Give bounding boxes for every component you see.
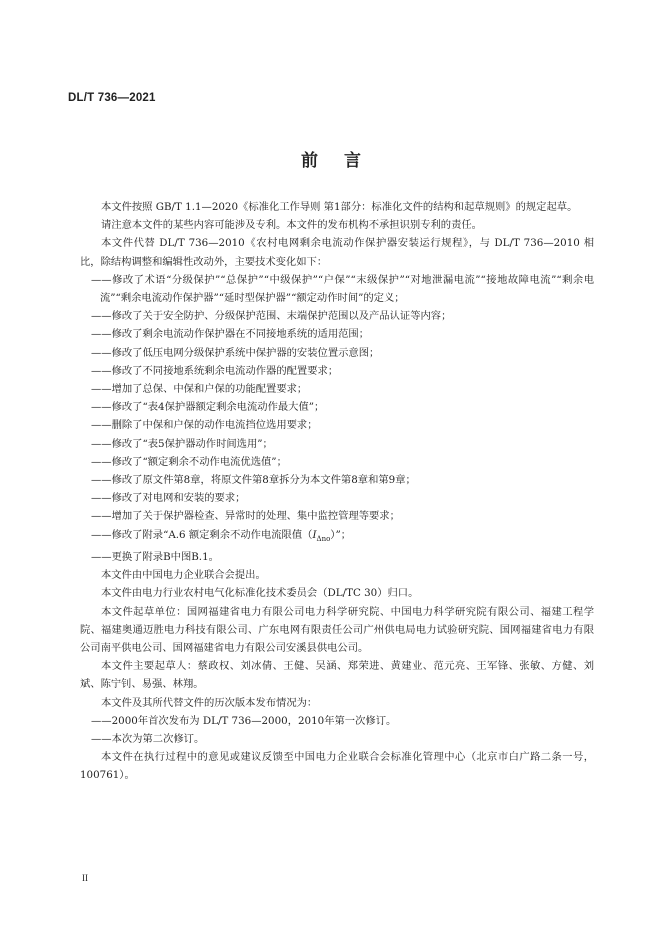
paragraph-replacement: 本文件代替 DL/T 736—2010《农村电网剩余电流动作保护器安装运行规程》，与 DL/T 736—2010 相比，除结构调整和编辑性改动外，主要技术变化如下：	[80, 237, 594, 268]
changes-list	[80, 271, 594, 566]
list-item-a6	[80, 526, 594, 548]
paragraph-drafters: 本文件主要起草人：蔡政权、刘冰倩、王健、吴涵、郑荣进、黄建业、范元亮、王军锋、张敏、方健、刘斌、陈宁钊、易强、林翔。	[80, 660, 594, 691]
list-item: ——增加了总保、中保和户保的功能配置要求；	[91, 383, 308, 396]
history-list	[80, 712, 594, 748]
paragraph-history-intro: 本文件及其所代替文件的历次版本发布情况为：	[101, 696, 318, 709]
list-item: ——修改了原文件第8章，将原文件第8章拆分为本文件第8章和第9章；	[91, 474, 416, 487]
list-item: ——2000年首次发布为 DL/T 736—2000，2010年第一次修订。	[91, 714, 397, 727]
list-item: ——删除了中保和户保的动作电流挡位选用要求；	[91, 419, 318, 432]
a6-suffix: ）”；	[330, 528, 352, 541]
paragraph-feedback: 本文件在执行过程中的意见或建议反馈至中国电力企业联合会标准化管理中心（北京市白广路二条一号，100761）。	[80, 751, 594, 782]
list-item: ——修改了对电网和安装的要求；	[91, 492, 246, 505]
document-id: DL/T 736—2021	[68, 92, 156, 104]
list-item: ——修改了“表4保护器额定剩余电流动作最大值”；	[91, 401, 325, 414]
list-item: ——修改了“额定剩余不动作电流优选值”；	[91, 455, 287, 468]
list-item: ——修改了剩余电流动作保护器在不同接地系统的适用范围；	[91, 328, 370, 341]
document-body	[80, 198, 594, 785]
paragraph-committee: 本文件由电力行业农村电气化标准化技术委员会（DL/TC 30）归口。	[101, 587, 419, 600]
list-item: ——本次为第二次修订。	[91, 732, 205, 745]
a6-symbol: I	[312, 528, 317, 541]
page-title: 前言	[301, 151, 387, 171]
list-item: ——修改了“表5保护器动作时间选用”；	[91, 437, 273, 450]
a6-subscript: Δno	[316, 534, 331, 543]
list-item: ——修改了关于安全防护、分级保护范围、末端保护范围以及产品认证等内容；	[91, 310, 452, 323]
list-item: ——修改了低压电网分级保护系统中保护器的安装位置示意图；	[91, 346, 380, 359]
paragraph-drafting-rules: 本文件按照 GB/T 1.1—2020《标准化工作导则 第1部分：标准化文件的结构和起草规则》的规定起草。	[101, 201, 578, 213]
list-item: ——修改了术语“分级保护”“总保护”“中级保护”“户保”“末级保护”“对地泄漏电流”“接地故障电流”“剩余电流”“剩余电流动作保护器”“延时型保护器”“额定动作时间”的定义；	[91, 273, 594, 305]
paragraph-patent-notice: 请注意本文件的某些内容可能涉及专利。本文件的发布机构不承担识别专利的责任。	[101, 219, 482, 232]
list-item: ——增加了关于保护器检查、异常时的处理、集中监控管理等要求；	[91, 510, 400, 523]
page-number: II	[82, 873, 88, 883]
list-item: ——更换了附录B中图B.1。	[91, 550, 219, 563]
paragraph-drafting-units: 本文件起草单位：国网福建省电力有限公司电力科学研究院、中国电力科学研究院有限公司、福建工程学院、福建奥通迈胜电力科技有限公司、广东电网有限责任公司广州供电局电力试验研究院、国网福建省电力有限公司南平供电公司、国网福建省电力有限公司安溪县供电公司。	[80, 605, 594, 654]
paragraph-proposer: 本文件由中国电力企业联合会提出。	[101, 569, 266, 582]
a6-prefix: ——修改了附录“A.6 额定剩余不动作电流限值（	[91, 528, 313, 541]
list-item: ——修改了不同接地系统剩余电流动作器的配置要求；	[91, 364, 339, 377]
